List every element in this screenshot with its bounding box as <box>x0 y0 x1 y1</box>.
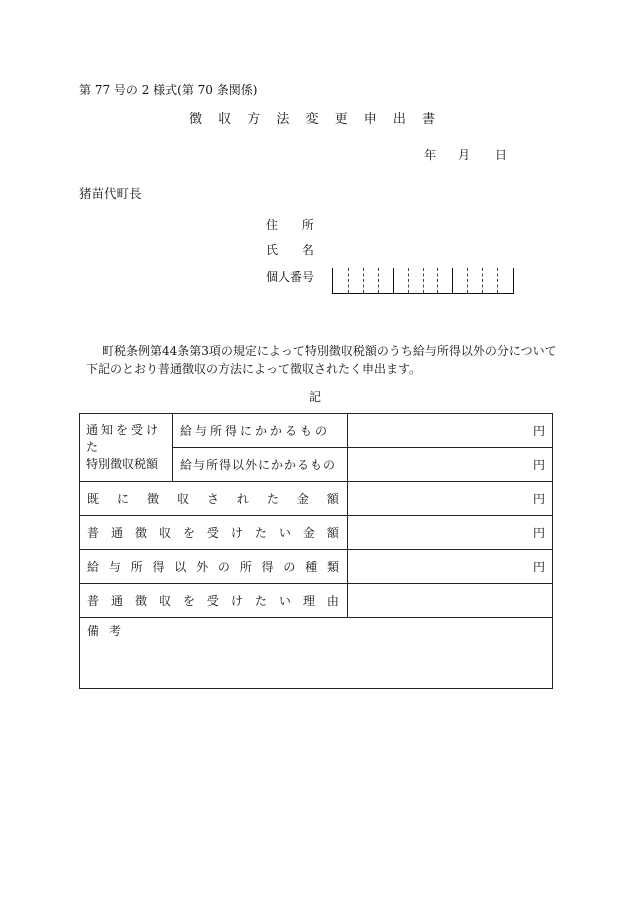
table-row <box>80 414 553 448</box>
label-char: 受 <box>206 526 219 540</box>
label-char: 普 <box>87 594 100 608</box>
label-char: を <box>182 594 195 608</box>
table-row <box>80 482 553 516</box>
remarks-field[interactable] <box>80 618 553 689</box>
name-label: 氏 名 <box>266 243 324 257</box>
my-number-digit-divider <box>348 268 349 293</box>
document-title: 徴 収 方 法 変 更 申 出 書 <box>188 112 442 127</box>
income-types-text <box>80 558 347 575</box>
table-row <box>80 516 553 550</box>
notified-tax-label <box>80 414 173 482</box>
table-row <box>80 584 553 618</box>
label-char: い <box>278 594 291 608</box>
table-row <box>80 550 553 584</box>
label-char: 所 <box>239 560 252 574</box>
ordinary-collection-reason-label <box>80 584 348 618</box>
date-day-label: 日 <box>495 148 508 162</box>
my-number-digit-divider <box>408 268 409 293</box>
label-char: 所 <box>130 560 143 574</box>
label-char: 得 <box>152 560 165 574</box>
label-char: た <box>254 526 267 540</box>
yen-unit: 円 <box>532 560 545 574</box>
notified-tax-label-line-2: 特別徴収税額 <box>86 457 159 471</box>
yen-unit: 円 <box>532 424 545 438</box>
already-collected-label <box>80 482 348 516</box>
label-char: 徴 <box>146 492 159 506</box>
my-number-digit-divider <box>497 268 498 293</box>
label-char: 受 <box>206 594 219 608</box>
ordinary-collection-reason-text <box>80 592 347 609</box>
label-char: 給 <box>87 560 100 574</box>
label-char: 徴 <box>134 594 147 608</box>
label-char: 通 <box>110 526 123 540</box>
remarks-label: 備考 <box>87 624 132 638</box>
label-char: 外 <box>196 560 209 574</box>
label-char: 収 <box>158 526 171 540</box>
form-number: 第 77 号の 2 様式(第 70 条関係) <box>79 83 258 97</box>
label-char: 収 <box>158 594 171 608</box>
my-number-digit-divider <box>423 268 424 293</box>
label-char: け <box>230 526 243 540</box>
my-number-digit-divider <box>467 268 468 293</box>
my-number-digit-divider <box>437 268 438 293</box>
salary-income-amount[interactable] <box>348 414 553 448</box>
ordinary-collection-amount[interactable] <box>348 516 553 550</box>
non-salary-income-label: 給与所得以外にかかるもの <box>173 448 348 482</box>
recipient: 猪苗代町長 <box>79 186 142 201</box>
salary-income-label: 給与所得にかかるもの <box>173 414 348 448</box>
yen-unit: 円 <box>532 526 545 540</box>
yen-unit: 円 <box>532 458 545 472</box>
my-number-digit-divider <box>482 268 483 293</box>
label-char: の <box>283 560 296 574</box>
ordinary-collection-amount-label <box>80 516 348 550</box>
label-char: 収 <box>176 492 189 506</box>
label-char: 理 <box>302 594 315 608</box>
table-row <box>80 618 553 689</box>
income-types-label <box>80 550 348 584</box>
my-number-digit-divider <box>452 268 453 293</box>
label-char: 得 <box>261 560 274 574</box>
label-char: 金 <box>302 526 315 540</box>
ordinary-collection-amount-text <box>80 524 347 541</box>
yen-unit: 円 <box>532 492 545 506</box>
label-char: に <box>116 492 129 506</box>
label-char: さ <box>206 492 219 506</box>
already-collected-amount[interactable] <box>348 482 553 516</box>
my-number-digit-divider <box>393 268 394 293</box>
label-char: け <box>230 594 243 608</box>
label-char: 類 <box>326 560 339 574</box>
application-table <box>79 413 553 689</box>
label-char: 額 <box>326 492 339 506</box>
date-month-label: 月 <box>458 148 471 162</box>
label-char: い <box>278 526 291 540</box>
my-number-digit-divider <box>378 268 379 293</box>
label-char: 既 <box>87 492 100 506</box>
label-char: 徴 <box>134 526 147 540</box>
ki-heading: 記 <box>308 390 321 404</box>
label-char: 金 <box>296 492 309 506</box>
label-char: 以 <box>174 560 187 574</box>
label-char: を <box>182 526 195 540</box>
label-char: 与 <box>108 560 121 574</box>
already-collected-text <box>80 490 347 507</box>
label-char: れ <box>236 492 249 506</box>
label-char: 普 <box>87 526 100 540</box>
address-label: 住 所 <box>266 218 324 232</box>
notified-tax-label-line-1: 通知を受けた <box>86 423 162 454</box>
label-char: た <box>266 492 279 506</box>
body-line-2: 下記のとおり普通徴収の方法によって徴収されたく申出ます。 <box>86 362 422 376</box>
non-salary-income-amount[interactable] <box>348 448 553 482</box>
ordinary-collection-reason-value[interactable] <box>348 584 553 618</box>
my-number-field[interactable] <box>332 268 514 294</box>
date-year-label: 年 <box>424 148 437 162</box>
label-char: の <box>217 560 230 574</box>
body-line-1: 町税条例第44条第3項の規定によって特別徴収税額のうち給与所得以外の分について <box>102 344 557 358</box>
income-types-value[interactable] <box>348 550 553 584</box>
label-char: 種 <box>305 560 318 574</box>
label-char: 通 <box>110 594 123 608</box>
my-number-digit-divider <box>363 268 364 293</box>
label-char: た <box>254 594 267 608</box>
label-char: 額 <box>326 526 339 540</box>
label-char: 由 <box>326 594 339 608</box>
my-number-label: 個人番号 <box>266 270 315 284</box>
